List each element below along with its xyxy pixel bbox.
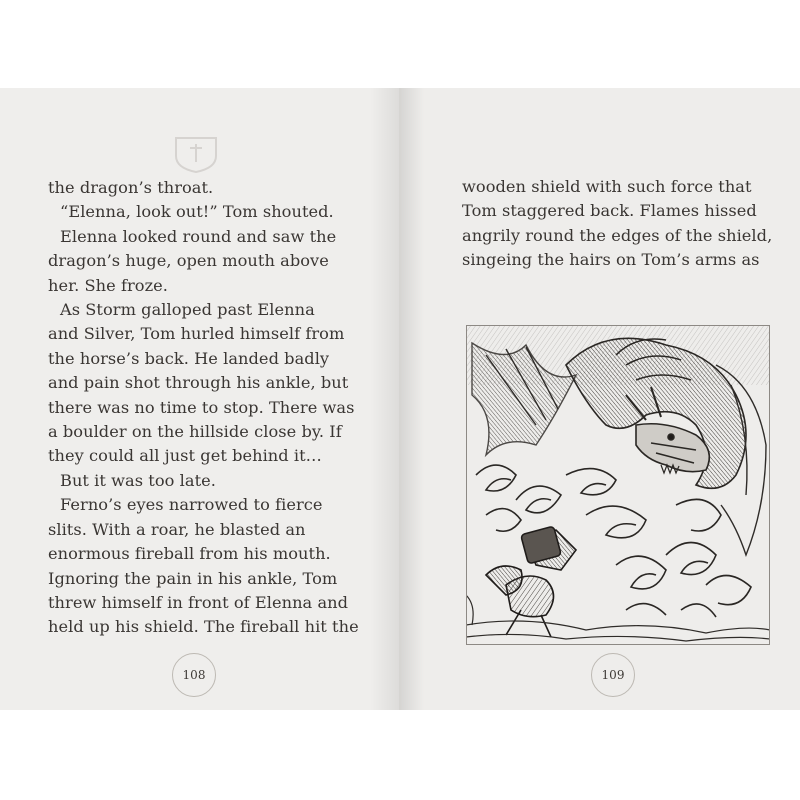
text-line: Elenna looked round and saw the: [60, 226, 337, 246]
text-line: held up his shield. The fireball hit the: [48, 617, 359, 637]
left-page-text: [48, 176, 368, 640]
page-number-badge: [172, 653, 216, 697]
text-line: wooden shield with such force that: [462, 177, 752, 196]
dragon-fireball-illustration: [466, 325, 770, 645]
book-spread: [0, 88, 800, 710]
right-page: [400, 88, 800, 710]
left-page: [0, 88, 400, 710]
text-line: the horse’s back. He landed badly: [48, 348, 330, 368]
text-line: “Elenna, look out!” Tom shouted.: [60, 202, 334, 222]
text-line: dragon’s huge, open mouth above: [48, 251, 329, 271]
text-line: a boulder on the hillside close by. If: [48, 422, 342, 442]
text-line: threw himself in front of Elenna and: [48, 592, 349, 612]
page-number: 108: [182, 668, 206, 682]
text-line: But it was too late.: [60, 470, 216, 490]
text-line: As Storm galloped past Elenna: [60, 300, 315, 320]
text-line: and Silver, Tom hurled himself from: [48, 324, 345, 344]
text-line: the dragon’s throat.: [48, 178, 214, 197]
text-line: her. She froze.: [48, 275, 168, 295]
gutter-shadow: [400, 88, 424, 710]
page-number-badge: [591, 653, 635, 697]
text-line: enormous fireball from his mouth.: [48, 544, 331, 564]
gutter-shadow: [370, 88, 400, 710]
text-line: they could all just get behind it…: [48, 446, 322, 466]
show-through-shield-icon: [172, 134, 220, 174]
text-line: and pain shot through his ankle, but: [48, 373, 349, 393]
text-line: Ferno’s eyes narrowed to fierce: [60, 495, 323, 515]
text-line: Tom staggered back. Flames hissed: [462, 201, 757, 221]
text-line: there was no time to stop. There was: [48, 397, 355, 417]
book-gutter: [399, 88, 401, 710]
text-line: slits. With a roar, he blasted an: [48, 519, 306, 539]
text-line: angrily round the edges of the shield,: [462, 225, 773, 245]
right-page-text: [462, 175, 772, 273]
text-line: Ignoring the pain in his ankle, Tom: [48, 568, 338, 588]
text-line: singeing the hairs on Tom’s arms as: [462, 250, 760, 270]
page-number: 109: [601, 668, 625, 682]
